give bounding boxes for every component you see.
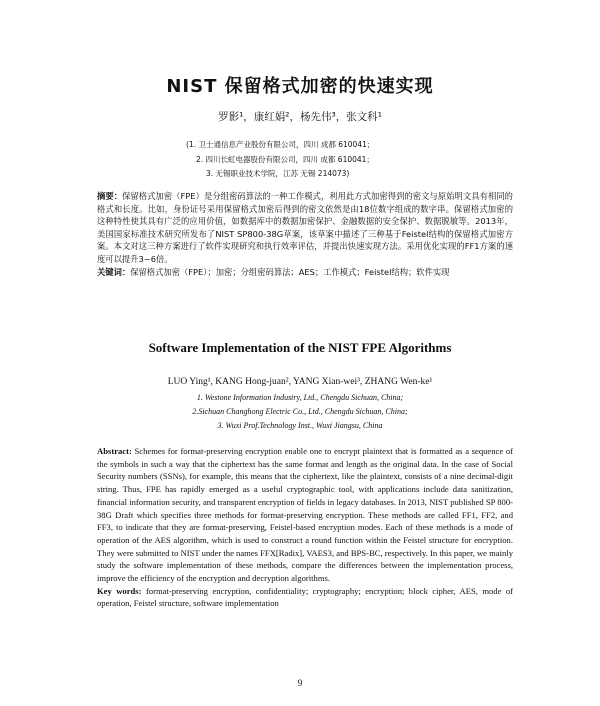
chinese-affiliation-2: 2. 四川长虹电器股份有限公司，四川 成都 610041； — [196, 155, 374, 164]
chinese-affiliation-3: 3. 无锡职业技术学院，江苏 无锡 214073) — [206, 169, 350, 178]
english-affiliation-3: 3. Wuxi Prof.Technology Inst., Wuxi Jiangsu, China — [217, 421, 383, 430]
chinese-abstract-label: 摘要： — [97, 191, 123, 201]
english-abstract-text: Schemes for format-preserving encryption enable one to encrypt plaintext that is formatted as a sequence of the symbols in such a way that the ciphertext has the same format and length as the original data. In the case of Social Security numbers (SSNs), for example, this means that the ciphertext, like the plaintext, consists of a nine decimal-digit string. Thus, FPE has rapidly emerged as a useful cryptographic tool, with applications include data sanitization, financial information security, and transparent encryption of fields in legacy databases. In 2013, NIST published SP 800-38G Draft which specifies three methods for format-preserving encryption. These methods are called FF1, FF2, and FF3, to indicate that they are format-preserving, Feistel-based encryption modes. Each of these methods is a mode of operation of the AES algorithm, which is used to construct a round function within the Feistel structure for encryption. They were submitted to NIST under the names FFX[Radix], VAES3, and BPS-BC, respectively. In this paper, we mainly study the software implementation of these methods, compare the differences between the implementation process, improve the efficiency of the encryption and decryption algorithms. — [97, 446, 514, 584]
english-affiliation-2: 2.Sichuan Changhong Electric Co., Ltd., Chengdu Sichuan, China; — [192, 407, 408, 416]
english-authors: LUO Ying¹, KANG Hong-juan², YANG Xian-wei³, ZHANG Wen-ke¹ — [167, 377, 433, 387]
english-abstract-label: Abstract: — [97, 446, 132, 456]
english-keywords-text: format-preserving encryption, confidentiality; cryptography; encryption; block cipher, AES, mode of operation, Feistel structure, software implementation — [97, 585, 513, 609]
english-title: Software Implementation of the NIST FPE Algorithms — [148, 340, 452, 355]
chinese-keywords-label: 关键词： — [97, 266, 131, 277]
english-affiliation-1: 1. Westone Information Industry, Ltd., Chengdu Sichuan, China; — [196, 393, 404, 402]
chinese-abstract — [97, 190, 513, 278]
english-keywords-label: Key words: — [97, 585, 142, 596]
english-abstract — [97, 445, 513, 610]
chinese-abstract-text: 保留格式加密（FPE）是分组密码算法的一种工作模式，利用此方式加密得到的密文与原始明文具有相同的格式和长度。比如，身份证号采用保留格式加密后得到的密文依然是由18位数字组成的数字串。保留格式加密的这种特性使其具有广泛的应用价值，如数据库中的数据加密保护、金融数据的安全保护、数据脱敏等。2013年，美国国家标准技术研究所发布了NIST SP800-38G草案，该草案中描述了三种基于Feistel结构的保留格式加密方案。本文对这三种方案进行了软件实现研究和执行效率评估，并提出快速实现方法。采用优化实现的FF1方案的速度可以提升3~6倍。 — [97, 191, 513, 264]
page-number: 9 — [297, 678, 303, 688]
chinese-title: NIST 保留格式加密的快速实现 — [166, 76, 434, 97]
chinese-keywords-text: 保留格式加密（FPE）；加密；分组密码算法；AES；工作模式；Feistel结构；软件实现 — [130, 266, 450, 277]
chinese-authors: 罗影¹，康红娟²，杨先伟³，张文科¹ — [218, 111, 382, 123]
chinese-affiliation-1: (1. 卫士通信息产业股份有限公司，四川 成都 610041； — [186, 140, 375, 149]
